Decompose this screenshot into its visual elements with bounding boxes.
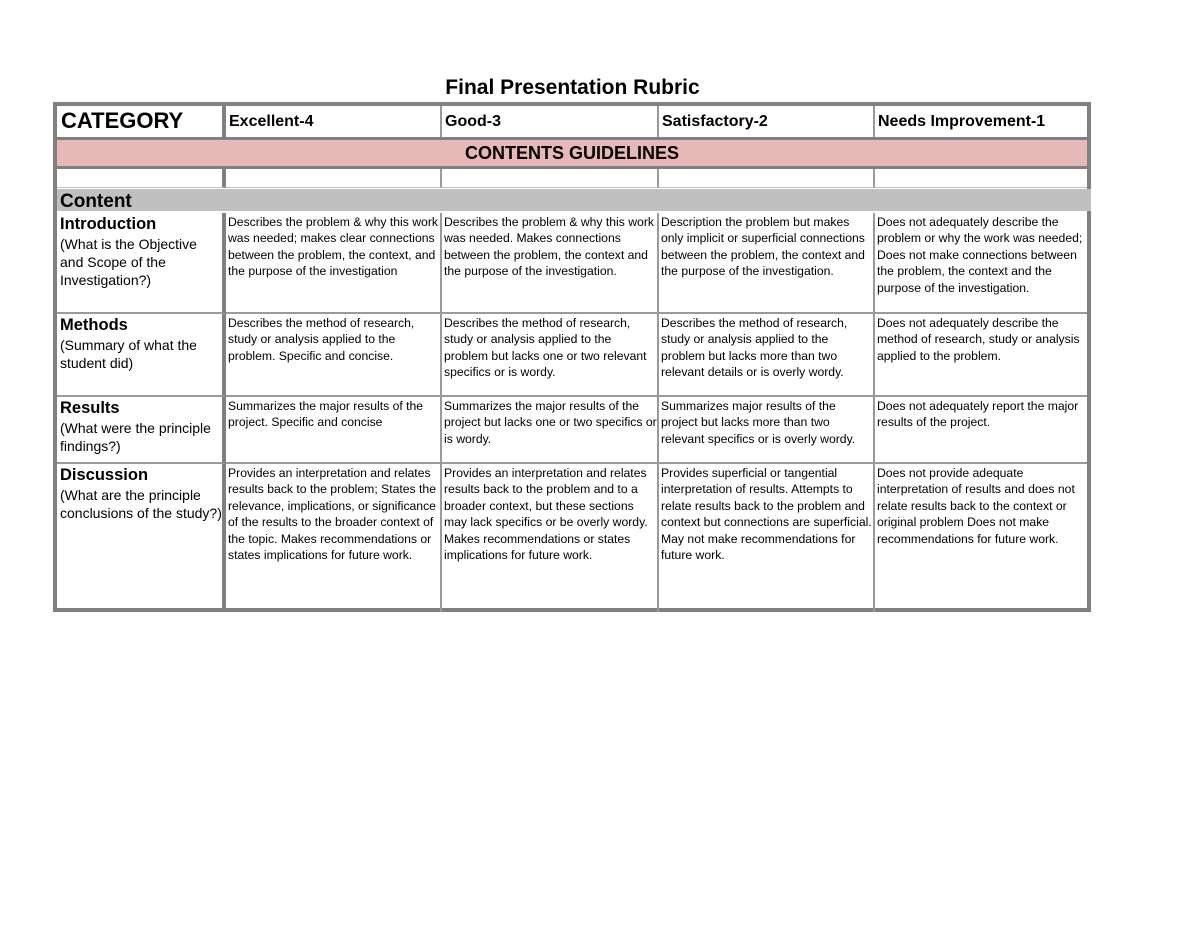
level-header-excellent: Excellent-4	[226, 106, 442, 137]
criterion-question: (What were the principle findings?)	[60, 420, 211, 454]
rubric-cell-good: Summarizes the major results of the project but lacks one or two specifics or is wordy.	[442, 397, 659, 464]
criterion-row-methods	[57, 314, 1087, 397]
criterion-row-results	[57, 397, 1087, 464]
blank-row	[57, 169, 1087, 188]
criterion-label	[57, 464, 226, 612]
criterion-row-introduction	[57, 213, 1087, 314]
blank-cell	[875, 169, 1087, 188]
criterion-name: Methods	[60, 316, 128, 334]
criterion-question: (Summary of what the student did)	[60, 337, 197, 371]
contents-guidelines-band: CONTENTS GUIDELINES	[57, 140, 1087, 169]
rubric-table	[53, 102, 1091, 612]
rubric-cell-excellent: Describes the method of research, study or analysis applied to the problem. Specific and concise.	[226, 314, 442, 397]
criterion-question: (What is the Objective and Scope of the Investigation?)	[60, 236, 197, 288]
blank-cell	[442, 169, 659, 188]
page-title: Final Presentation Rubric	[445, 76, 700, 99]
level-header-satisfactory: Satisfactory-2	[659, 106, 875, 137]
criterion-name: Discussion	[60, 466, 149, 484]
blank-cell	[57, 169, 226, 188]
level-header-good: Good-3	[442, 106, 659, 137]
rubric-cell-excellent: Summarizes the major results of the project. Specific and concise	[226, 397, 442, 464]
criterion-label	[57, 314, 226, 397]
rubric-cell-satisfactory: Describes the method of research, study or analysis applied to the problem but lacks more than two relevant details or is overly wordy.	[659, 314, 875, 397]
rubric-cell-satisfactory: Provides superficial or tangential interpretation of results. Attempts to relate results back to the problem and context but connections are superficial. May not make recommendations for future work.	[659, 464, 875, 612]
rubric-cell-good: Describes the problem & why this work was needed. Makes connections between the problem, the context and the purpose of the investigation.	[442, 213, 659, 314]
criterion-row-discussion	[57, 464, 1087, 612]
rubric-cell-satisfactory: Description the problem but makes only implicit or superficial connections between the problem, the context and the purpose of the investigation.	[659, 213, 875, 314]
rubric-cell-needs-improvement: Does not adequately report the major results of the project.	[875, 397, 1087, 464]
rubric-cell-excellent: Provides an interpretation and relates results back to the problem; States the relevance, implications, or significance of the results to the broader context of the topic. Makes recommendations or states implications for future work.	[226, 464, 442, 612]
criterion-name: Results	[60, 399, 120, 417]
level-header-needs-improvement: Needs Improvement-1	[878, 113, 1046, 130]
rubric-cell-excellent: Describes the problem & why this work was needed; makes clear connections between the problem, the context, and the purpose of the investigation	[226, 213, 442, 314]
criterion-label	[57, 213, 226, 314]
rubric-cell-good: Describes the method of research, study or analysis applied to the problem but lacks one or two relevant specifics or is wordy.	[442, 314, 659, 397]
content-section-header: Content	[57, 189, 1091, 211]
header-row	[57, 106, 1087, 140]
rubric-cell-needs-improvement: Does not adequately describe the method of research, study or analysis applied to the problem.	[875, 314, 1087, 397]
rubric-cell-satisfactory: Summarizes major results of the project but lacks more than two relevant specifics or is overly wordy.	[659, 397, 875, 464]
blank-cell	[659, 169, 875, 188]
blank-cell	[226, 169, 442, 188]
rubric-cell-needs-improvement: Does not adequately describe the problem or why the work was needed; Does not make connections between the problem, the context and the purpose of the investigation.	[875, 213, 1087, 314]
criterion-name: Introduction	[60, 215, 157, 233]
rubric-cell-needs-improvement: Does not provide adequate interpretation of results and does not relate results back to the context or original problem Does not make recommendations for future work.	[877, 466, 1075, 546]
criterion-label	[57, 397, 226, 464]
rubric-cell-good: Provides an interpretation and relates results back to the problem and to a broader context, but these sections may lack specifics or be overly wordy. Makes recommendations or states implications for future work.	[442, 464, 659, 612]
criterion-question: (What are the principle conclusions of the study?)	[60, 487, 222, 521]
category-header: CATEGORY	[57, 106, 226, 137]
